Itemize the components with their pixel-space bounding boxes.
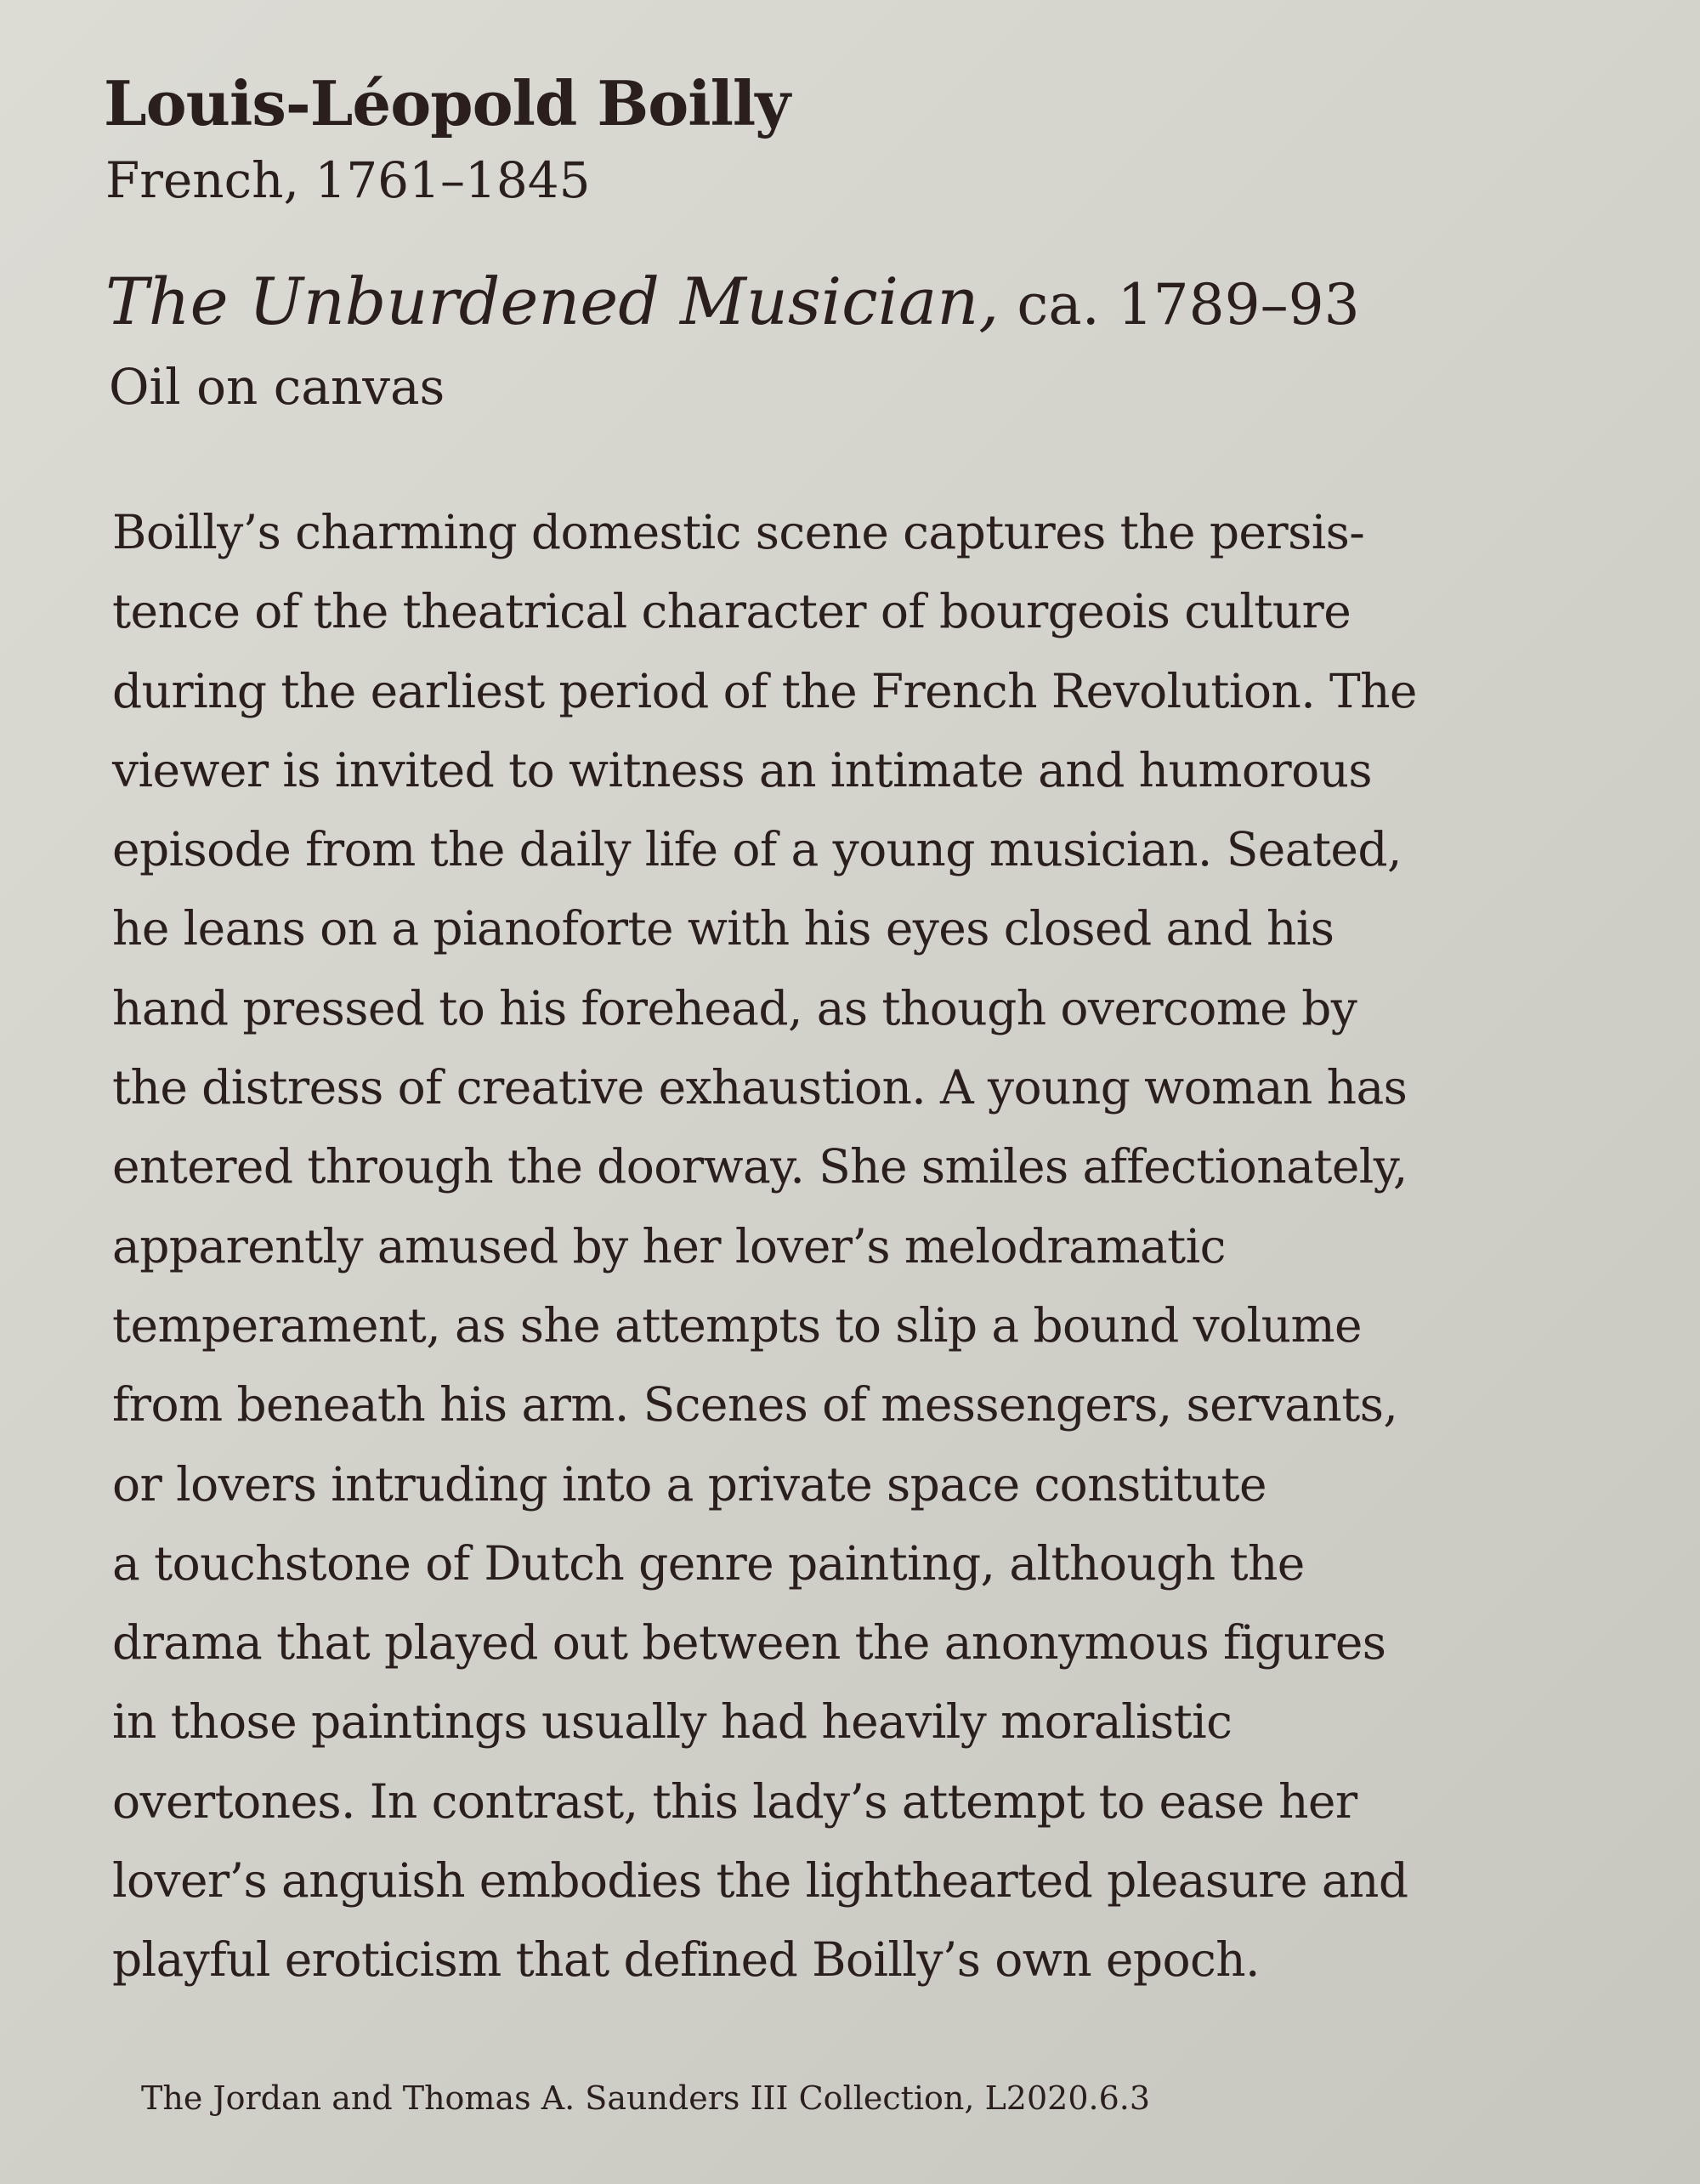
- description-line: he leans on a pianoforte with his eyes closed and his: [112, 901, 1334, 956]
- artwork-title: The Unburdened Musician,: [105, 264, 1000, 339]
- artist-name: Louis-Léopold Boilly: [104, 67, 790, 139]
- description-line: entered through the doorway. She smiles affectionately,: [112, 1139, 1408, 1194]
- description-line: apparently amused by her lover’s melodramatic: [112, 1218, 1226, 1274]
- artwork-date: ca. 1789–93: [999, 272, 1360, 338]
- label-description: [112, 493, 1676, 2000]
- description-line: lover’s anguish embodies the lighthearted pleasure and: [112, 1853, 1408, 1909]
- description-line: drama that played out between the anonymous figures: [112, 1615, 1386, 1671]
- description-line: the distress of creative exhaustion. A young woman has: [112, 1060, 1408, 1115]
- artwork-title-line: [105, 259, 1360, 348]
- description-line: a touchstone of Dutch genre painting, although the: [112, 1535, 1305, 1591]
- description-line: temperament, as she attempts to slip a bound volume: [112, 1297, 1362, 1353]
- description-line: Boilly’s charming domestic scene captures the persis-: [112, 505, 1365, 559]
- description-line: or lovers intruding into a private space constitute: [112, 1456, 1266, 1512]
- artwork-medium: Oil on canvas: [109, 358, 445, 416]
- description-line: hand pressed to his forehead, as though overcome by: [112, 980, 1357, 1035]
- description-line: from beneath his arm. Scenes of messengers, servants,: [112, 1377, 1398, 1432]
- description-line: viewer is invited to witness an intimate and humorous: [112, 742, 1373, 797]
- description-line: tence of the theatrical character of bourgeois culture: [112, 584, 1352, 639]
- description-line: overtones. In contrast, this lady’s attempt to ease her: [112, 1773, 1357, 1829]
- description-line: episode from the daily life of a young musician. Seated,: [112, 822, 1402, 877]
- credit-line: The Jordan and Thomas A. Saunders III Collection, L2020.6.3: [141, 2079, 1151, 2117]
- description-line: playful eroticism that defined Boilly’s own epoch.: [112, 1932, 1260, 1988]
- artist-nationality-dates: French, 1761–1845: [105, 151, 591, 209]
- description-line: during the earliest period of the French Revolution. The: [112, 663, 1417, 718]
- description-line: in those paintings usually had heavily moralistic: [112, 1694, 1232, 1750]
